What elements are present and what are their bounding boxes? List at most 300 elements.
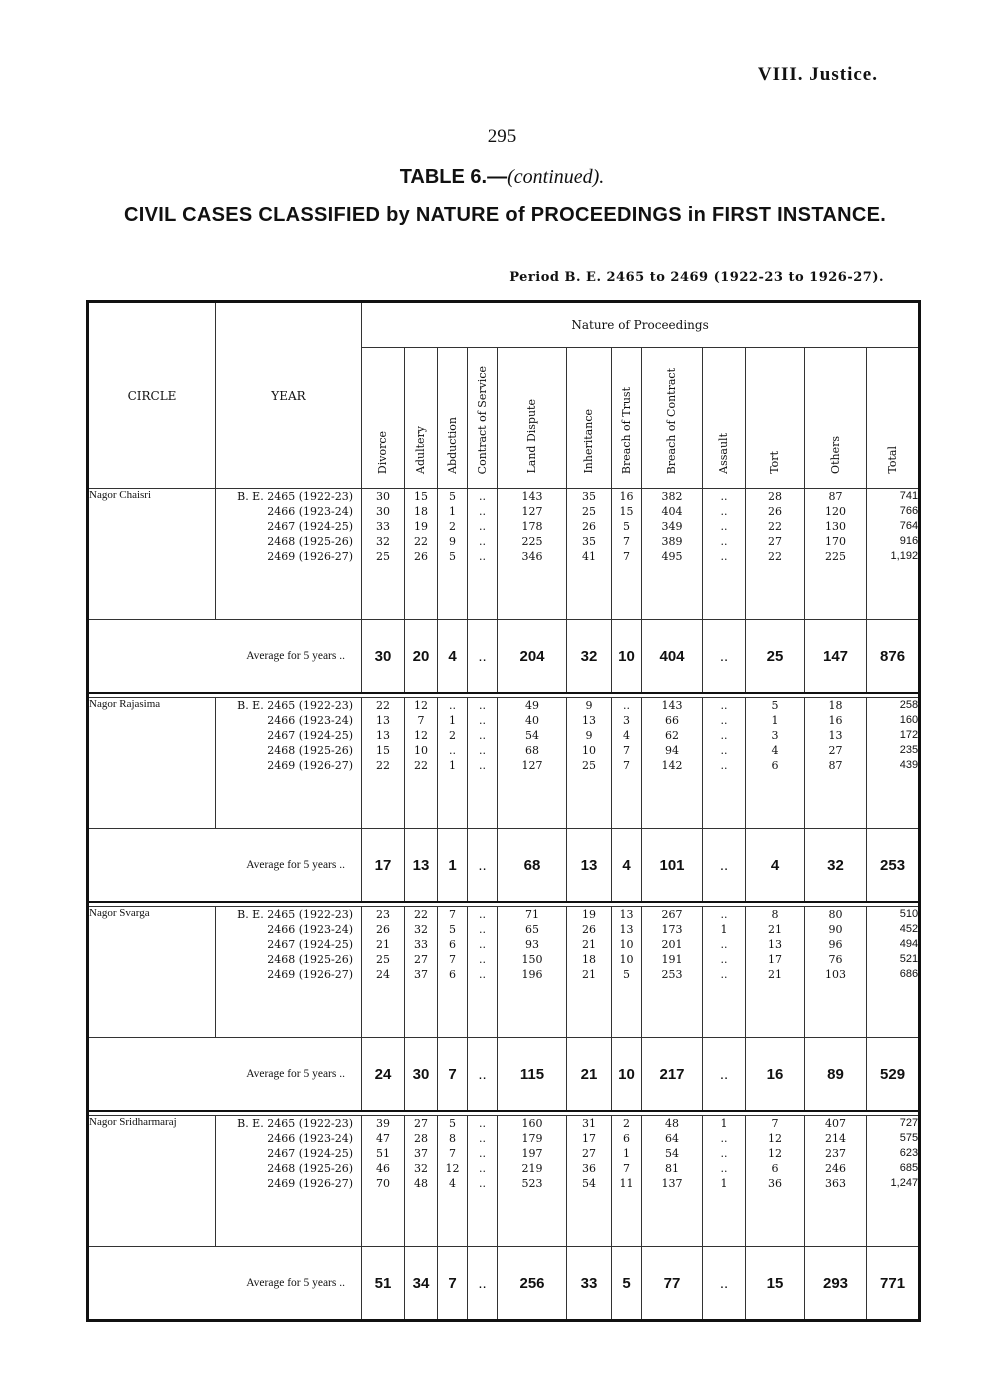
year-list	[216, 907, 362, 1038]
value-column	[642, 489, 703, 620]
table-cell: 24	[376, 968, 390, 981]
table-cell: 127	[521, 759, 543, 772]
year-label: 2468 (1925-26)	[267, 1162, 353, 1175]
average-row	[88, 829, 920, 903]
table-cell: 179	[521, 1132, 543, 1145]
column-header	[468, 348, 498, 489]
table-cell: ..	[720, 729, 728, 742]
table-cell: 12	[414, 699, 428, 712]
leader-dots: ..	[336, 1277, 345, 1289]
table-cell: 623	[899, 1147, 919, 1159]
year-label: 2466 (1923-24)	[267, 505, 353, 518]
value-column	[567, 698, 612, 829]
table-cell: 1	[623, 1147, 630, 1160]
average-cell: 1	[438, 829, 468, 903]
average-cell: 34	[405, 1247, 438, 1321]
table-cell: 4	[623, 729, 630, 742]
table-cell: 25	[376, 953, 390, 966]
value-column	[703, 489, 746, 620]
circle-year-rows	[88, 489, 920, 620]
table-cell: ..	[479, 505, 486, 518]
table-cell: 27	[582, 1147, 596, 1160]
average-cell: 13	[405, 829, 438, 903]
value-column	[867, 698, 920, 829]
value-column	[567, 907, 612, 1038]
civil-cases-table	[86, 300, 921, 1322]
table-cell: 150	[521, 953, 543, 966]
table-cell: 11	[619, 1177, 634, 1190]
table-cell: ..	[479, 759, 486, 772]
table-cell: 15	[619, 505, 634, 518]
table-cell: ..	[720, 520, 728, 533]
table-cell: 510	[899, 908, 919, 920]
table-cell: 22	[414, 908, 428, 921]
year-label: 2466 (1923-24)	[267, 923, 353, 936]
average-cell: 771	[867, 1247, 920, 1321]
average-cell: 4	[746, 829, 805, 903]
average-cell: 21	[567, 1038, 612, 1112]
table-cell: 17	[582, 1132, 596, 1145]
table-cell: 27	[768, 535, 782, 548]
table-cell: 94	[665, 744, 679, 757]
column-header-label: Assault	[717, 433, 730, 474]
table-cell: 27	[828, 744, 843, 757]
table-cell: ..	[720, 535, 728, 548]
table-cell: 12	[445, 1162, 460, 1175]
table-cell: ..	[479, 1132, 486, 1145]
average-cell: 876	[867, 620, 920, 694]
value-column	[438, 1116, 468, 1247]
table-cell: ..	[720, 505, 728, 518]
table-cell: ..	[479, 1162, 486, 1175]
average-cell: 253	[867, 829, 920, 903]
table-cell: 916	[899, 535, 919, 547]
table-heading: CIVIL CASES CLASSIFIED by NATURE of PROCEEDINGS in FIRST INSTANCE.	[124, 204, 887, 226]
table-cell: 76	[828, 953, 843, 966]
table-cell: 7	[449, 1147, 456, 1160]
table-cell: 1	[449, 759, 456, 772]
circle-year-rows	[88, 907, 920, 1038]
value-column	[867, 489, 920, 620]
average-cell: ..	[703, 829, 746, 903]
average-cell: 25	[746, 620, 805, 694]
average-cell: 33	[567, 1247, 612, 1321]
year-label: 2468 (1925-26)	[267, 535, 353, 548]
year-list	[216, 698, 362, 829]
table-cell: ..	[720, 953, 728, 966]
table-cell: 219	[521, 1162, 543, 1175]
header-circle: CIRCLE	[88, 302, 216, 489]
table-cell: 523	[521, 1177, 543, 1190]
table-cell: 40	[525, 714, 539, 727]
table-cell: 22	[768, 520, 782, 533]
average-label	[88, 1038, 362, 1112]
average-cell: 32	[567, 620, 612, 694]
table-cell: 48	[414, 1177, 428, 1190]
average-cell: 101	[642, 829, 703, 903]
table-cell: 32	[376, 535, 390, 548]
table-cell: 246	[825, 1162, 846, 1175]
table-cell: 21	[768, 923, 782, 936]
table-cell: 225	[521, 535, 543, 548]
value-column	[642, 698, 703, 829]
column-header	[498, 348, 567, 489]
table-cell: ..	[720, 938, 728, 951]
table-cell: 12	[768, 1147, 782, 1160]
average-cell: ..	[468, 1247, 498, 1321]
value-column	[567, 489, 612, 620]
average-label-text: Average for 5 years	[246, 1068, 337, 1080]
average-cell: 16	[746, 1038, 805, 1112]
year-label: B. E. 2465 (1922-23)	[237, 908, 353, 921]
average-cell: 89	[805, 1038, 867, 1112]
table-cell: 407	[825, 1117, 846, 1130]
table-cell: 37	[414, 1147, 428, 1160]
column-header	[805, 348, 867, 489]
circle-year-rows	[88, 698, 920, 829]
column-header-label: Total	[885, 446, 899, 474]
table-cell: ..	[720, 1162, 728, 1175]
table-cell: 363	[825, 1177, 846, 1190]
value-column	[867, 907, 920, 1038]
table-cell: 5	[449, 550, 456, 563]
table-cell: ..	[479, 714, 486, 727]
table-cell: 68	[525, 744, 539, 757]
table-cell: ..	[479, 938, 486, 951]
table-cell: 142	[661, 759, 683, 772]
column-header	[703, 348, 746, 489]
average-cell: 30	[362, 620, 405, 694]
average-cell: 7	[438, 1038, 468, 1112]
value-column	[703, 907, 746, 1038]
average-cell: ..	[468, 1038, 498, 1112]
year-label: 2467 (1924-25)	[267, 729, 353, 742]
table-cell: 35	[582, 535, 596, 548]
average-cell: 32	[805, 829, 867, 903]
table-cell: 10	[619, 938, 634, 951]
table-cell: 6	[623, 1132, 630, 1145]
table-cell: 12	[768, 1132, 782, 1145]
table-cell: 54	[665, 1147, 679, 1160]
value-column	[362, 907, 405, 1038]
table-cell: 495	[661, 550, 683, 563]
table-cell: 4	[449, 1177, 456, 1190]
table-cell: 349	[661, 520, 683, 533]
table-cell: 32	[414, 923, 428, 936]
column-header-label: Abduction	[445, 417, 459, 474]
table-cell: 46	[376, 1162, 390, 1175]
table-cell: ..	[479, 1117, 486, 1130]
table-cell: 71	[525, 908, 539, 921]
average-cell: 5	[612, 1247, 642, 1321]
table-cell: 18	[828, 699, 843, 712]
average-label	[88, 829, 362, 903]
table-cell: 7	[771, 1117, 779, 1130]
average-cell: 17	[362, 829, 405, 903]
year-label: B. E. 2465 (1922-23)	[237, 490, 353, 503]
table-cell: ..	[720, 759, 728, 772]
table-cell: 4	[771, 744, 779, 757]
table-cell: 9	[585, 699, 593, 712]
table-cell: 575	[899, 1132, 919, 1144]
table-cell: 80	[828, 908, 843, 921]
table-cell: 9	[585, 729, 593, 742]
table-cell: 267	[661, 908, 683, 921]
table-cell: 160	[899, 714, 919, 726]
table-cell: ..	[720, 908, 728, 921]
table-cell: 766	[899, 505, 919, 517]
table-cell: ..	[479, 550, 486, 563]
table-cell: 764	[899, 520, 919, 532]
year-label: 2468 (1925-26)	[267, 953, 353, 966]
table-cell: 19	[414, 520, 428, 533]
year-label: 2469 (1926-27)	[267, 759, 353, 772]
table-cell: 17	[768, 953, 782, 966]
table-cell: 439	[899, 759, 919, 771]
average-cell: 293	[805, 1247, 867, 1321]
table-cell: 51	[376, 1147, 390, 1160]
table-cell: 452	[899, 923, 919, 935]
value-column	[642, 1116, 703, 1247]
table-cell: 214	[825, 1132, 846, 1145]
table-cell: 81	[665, 1162, 679, 1175]
table-cell: 173	[661, 923, 683, 936]
table-cell: 7	[449, 908, 456, 921]
column-header	[567, 348, 612, 489]
table-cell: 70	[376, 1177, 390, 1190]
table-cell: 10	[619, 953, 634, 966]
value-column	[468, 489, 498, 620]
year-label: B. E. 2465 (1922-23)	[237, 699, 353, 712]
table-cell: 1	[449, 505, 456, 518]
table-cell: 235	[899, 744, 919, 756]
circle-year-rows	[88, 1116, 920, 1247]
column-header	[867, 348, 920, 489]
table-cell: 22	[414, 759, 428, 772]
table-cell: 13	[376, 714, 390, 727]
table-cell: ..	[449, 699, 456, 712]
header-year: YEAR	[216, 302, 362, 489]
table-cell: 5	[449, 490, 456, 503]
table-cell: 143	[661, 699, 683, 712]
value-column	[438, 907, 468, 1038]
table-cell: 62	[665, 729, 679, 742]
value-column	[746, 907, 805, 1038]
table-cell: 22	[376, 699, 390, 712]
table-cell: 237	[825, 1147, 846, 1160]
table-cell: 30	[376, 505, 390, 518]
average-cell: ..	[468, 620, 498, 694]
column-header	[746, 348, 805, 489]
table-cell: ..	[479, 923, 486, 936]
table-cell: ..	[449, 744, 456, 757]
value-column	[567, 1116, 612, 1247]
table-cell: 1	[720, 923, 728, 936]
table-cell: 64	[665, 1132, 679, 1145]
table-cell: 37	[414, 968, 428, 981]
table-cell: 7	[623, 535, 630, 548]
table-cell: 33	[376, 520, 390, 533]
table-cell: 66	[665, 714, 679, 727]
value-column	[612, 907, 642, 1038]
table-cell: 5	[771, 699, 779, 712]
value-column	[612, 698, 642, 829]
year-label: 2467 (1924-25)	[267, 938, 353, 951]
value-column	[746, 489, 805, 620]
table-cell: 32	[414, 1162, 428, 1175]
value-column	[498, 907, 567, 1038]
table-cell: 93	[525, 938, 539, 951]
value-column	[438, 489, 468, 620]
table-cell: 741	[899, 490, 919, 502]
column-header-label: Tort	[768, 451, 781, 474]
average-label-text: Average for 5 years	[246, 859, 337, 871]
value-column	[612, 489, 642, 620]
table-cell: 258	[899, 699, 919, 711]
value-column	[805, 489, 867, 620]
year-label: 2469 (1926-27)	[267, 1177, 353, 1190]
table-cell: 31	[582, 1117, 596, 1130]
average-label	[88, 620, 362, 694]
average-row	[88, 1038, 920, 1112]
table-cell: 28	[414, 1132, 428, 1145]
table-cell: ..	[720, 1147, 728, 1160]
table-cell: 87	[828, 490, 843, 503]
value-column	[362, 1116, 405, 1247]
table-cell: 26	[414, 550, 428, 563]
table-cell: ..	[479, 490, 486, 503]
table-cell: 7	[623, 550, 630, 563]
table-cell: 727	[899, 1117, 919, 1129]
column-header-label: Breach of Contract	[665, 367, 678, 474]
average-cell: 529	[867, 1038, 920, 1112]
average-cell: ..	[703, 1038, 746, 1112]
table-cell: 5	[623, 968, 630, 981]
page-number: 295	[487, 126, 517, 147]
table-cell: ..	[479, 520, 486, 533]
average-cell: 77	[642, 1247, 703, 1321]
table-cell: 3	[623, 714, 630, 727]
value-column	[805, 1116, 867, 1247]
table-cell: ..	[479, 953, 486, 966]
table-cell: 6	[449, 938, 456, 951]
leader-dots: ..	[336, 1068, 345, 1080]
value-column	[805, 907, 867, 1038]
table-cell: 389	[661, 535, 683, 548]
value-column	[405, 1116, 438, 1247]
table-cell: 2	[449, 520, 456, 533]
average-cell: ..	[703, 1247, 746, 1321]
average-cell: 30	[405, 1038, 438, 1112]
year-label: 2466 (1923-24)	[267, 1132, 353, 1145]
average-cell: 147	[805, 620, 867, 694]
value-column	[405, 907, 438, 1038]
column-header-label: Breach of Trust	[619, 386, 633, 474]
table-cell: ..	[720, 1132, 728, 1145]
value-column	[746, 698, 805, 829]
table-cell: 36	[768, 1177, 782, 1190]
table-cell: 127	[521, 505, 543, 518]
table-cell: ..	[479, 744, 486, 757]
table-cell: 33	[414, 938, 428, 951]
table-cell: 13	[619, 908, 634, 921]
table-cell: 26	[582, 923, 596, 936]
column-header	[642, 348, 703, 489]
average-cell: 4	[612, 829, 642, 903]
year-label: 2469 (1926-27)	[267, 968, 353, 981]
value-column	[362, 489, 405, 620]
table-cell: 54	[525, 729, 539, 742]
average-cell: 13	[567, 829, 612, 903]
column-header-label: Divorce	[376, 430, 389, 474]
average-row	[88, 1247, 920, 1321]
value-column	[746, 1116, 805, 1247]
average-cell: 115	[498, 1038, 567, 1112]
table-cell: 15	[414, 490, 428, 503]
table-cell: 130	[825, 520, 846, 533]
table-cell: 2	[449, 729, 456, 742]
year-label: 2467 (1924-25)	[267, 1147, 353, 1160]
table-cell: 13	[768, 938, 782, 951]
table-cell: 48	[665, 1117, 679, 1130]
column-header-label: Contract of Service	[475, 365, 489, 474]
column-header	[405, 348, 438, 489]
value-column	[438, 698, 468, 829]
table-cell: ..	[720, 714, 728, 727]
column-header-label: Land Dispute	[525, 399, 538, 474]
average-cell: 68	[498, 829, 567, 903]
average-cell: 10	[612, 1038, 642, 1112]
column-header	[362, 348, 405, 489]
circle-name: Nagor Chaisri	[88, 489, 216, 620]
table-cell: 6	[771, 1162, 779, 1175]
table-cell: 137	[661, 1177, 683, 1190]
table-cell: 25	[582, 759, 596, 772]
circle-name: Nagor Sridharmaraj	[88, 1116, 216, 1247]
header-nature-of-proceedings: Nature of Proceedings	[362, 302, 920, 348]
table-cell: ..	[479, 729, 486, 742]
table-cell: 346	[521, 550, 543, 563]
table-title	[0, 166, 1004, 189]
average-cell: 10	[612, 620, 642, 694]
table-cell: 13	[828, 729, 843, 742]
value-column	[867, 1116, 920, 1247]
table-cell: 21	[582, 938, 596, 951]
table-cell: 196	[521, 968, 543, 981]
table-cell: ..	[720, 550, 728, 563]
value-column	[468, 907, 498, 1038]
table-cell: 25	[582, 505, 596, 518]
table-cell: 170	[825, 535, 846, 548]
year-list	[216, 1116, 362, 1247]
table-cell: ..	[720, 490, 728, 503]
average-cell: 51	[362, 1247, 405, 1321]
value-column	[405, 698, 438, 829]
average-cell: 217	[642, 1038, 703, 1112]
table-cell: 7	[623, 744, 630, 757]
table-cell: 172	[899, 729, 919, 741]
table-cell: 26	[376, 923, 390, 936]
table-cell: 160	[521, 1117, 543, 1130]
period-label: Period B. E. 2465 to 2469 (1922-23 to 1926-27).	[509, 270, 884, 285]
table-cell: 382	[661, 490, 683, 503]
table-cell: 18	[582, 953, 596, 966]
table-cell: 685	[899, 1162, 919, 1174]
table-cell: 27	[414, 1117, 428, 1130]
average-cell: ..	[703, 620, 746, 694]
year-label: 2468 (1925-26)	[267, 744, 353, 757]
table-cell: 2	[623, 1117, 630, 1130]
